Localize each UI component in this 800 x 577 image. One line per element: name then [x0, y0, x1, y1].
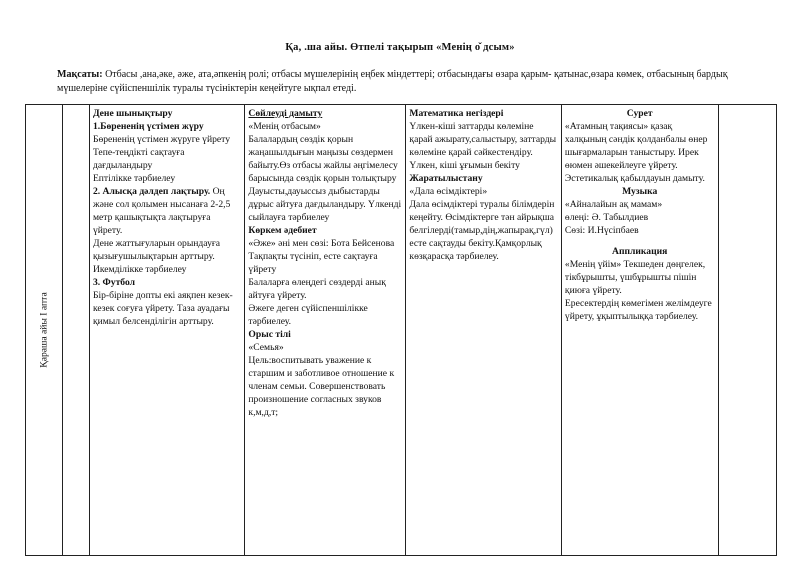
paragraph-text: «Менің отбасым» — [248, 121, 321, 132]
row-label: Қараша айы І апта — [38, 292, 50, 368]
cell-paragraph — [248, 120, 402, 133]
table-row — [26, 105, 777, 556]
cell-paragraph — [93, 276, 241, 289]
cell-paragraph — [248, 341, 402, 354]
paragraph-text: Әжеге деген сүйіспеншілікке тәрбиелеу. — [248, 303, 368, 327]
section-heading: 3. Футбол — [92, 277, 136, 288]
paragraph-text: Оң және сол қолымен нысанаға 2-2,5 метр қашықтықта лақтыруға үйрету. — [92, 186, 231, 236]
paragraph-text: Цель:воспитывать уважение к старшим и заботливое отношение к членам семьи. Совершенствовать произношение согласных звуков к,м,д,т; — [248, 355, 395, 418]
cell-paragraph — [248, 107, 402, 120]
cell-paragraph — [409, 120, 557, 172]
section-heading: Аппликация — [612, 246, 668, 257]
section-heading: Жаратылыстану — [409, 173, 483, 184]
paragraph-text: Үлкен-кіші заттарды көлеміне қарай ажырату,салыстыру, заттарды көлеміне қарай сәйкестендіру. Үлкен, кіші ұғымын бекіту — [409, 121, 557, 171]
section-heading: 2. Алысқа дәлдеп лақтыру. — [92, 186, 211, 197]
lesson-plan-table — [25, 104, 777, 556]
paragraph-text: «Менің үйім» Текшеден дөңгелек, тікбұрышты, үшбұрышты пішін қиюға үйрету. — [564, 259, 706, 296]
goal-text: Отбасы ,ана,әке, әже, ата,әпкенің ролі; отбасы мүшелерінің еңбек міндеттері; отбасындағы өзара қарым- қатынас,өзара көмек, отбасының бардық мүшелеріне сүйіспеншілік туралы түсініктерін кеңейтуге ықпал етеді. — [57, 69, 728, 94]
cell-paragraph — [248, 237, 402, 250]
cell-paragraph — [409, 198, 557, 263]
cell-paragraph — [248, 302, 402, 328]
column-speech-development — [245, 105, 406, 556]
cell-paragraph — [409, 172, 557, 185]
cell-paragraph — [565, 107, 715, 120]
cell-paragraph — [93, 172, 241, 185]
cell-paragraph — [93, 120, 241, 133]
paragraph-text: «Атамның тақиясы» қазақ халқының сәндік қолданбалы өнер шығармаларын таныстыру. Ирек өюмен әшекейлеуге үйрету. — [564, 121, 708, 171]
cell-paragraph — [565, 172, 715, 185]
empty-cell — [718, 105, 777, 556]
cell-paragraph — [248, 328, 402, 341]
column-physical-education — [89, 105, 244, 556]
cell-paragraph — [93, 107, 241, 120]
goal-paragraph — [57, 68, 757, 96]
cell-paragraph — [565, 211, 715, 224]
page-title: Қа, .ша айы. Өтпелі тақырып «Менің о̌ дсым» — [285, 42, 515, 53]
cell-paragraph — [248, 276, 402, 302]
cell-paragraph — [248, 224, 402, 237]
paragraph-text: Дене жаттығуларын орындауға қызығушылықтарын арттыру. Икемділікке тәрбиелеу — [92, 238, 221, 275]
paragraph-text: Дауысты,дауыссыз дыбыстарды дұрыс айтуға дағдыландыру. Үлкенді сыйлауға тәрбиелеу — [248, 186, 402, 223]
section-heading: Дене шынықтыру — [92, 108, 173, 119]
cell-paragraph — [248, 185, 402, 224]
paragraph-text: лікке тәрбиелеу — [110, 173, 176, 184]
paragraph-text: Сөзі: И.Нүсіпбаев — [564, 225, 639, 236]
cell-paragraph — [565, 258, 715, 297]
section-heading: Музыка — [622, 186, 658, 197]
section-heading: Сөйлеуді дамыту — [248, 108, 323, 119]
paragraph-text: өлеңі: Ә. Табылдиев — [564, 212, 649, 223]
paragraph-text: Епті — [92, 173, 111, 184]
column-math-science — [406, 105, 561, 556]
cell-paragraph — [93, 146, 241, 172]
section-heading: Орыс тілі — [248, 329, 291, 340]
paragraph-text: Эстетикалық қабылдауын дамыту. — [564, 173, 705, 184]
paragraph-text: Балаларға өлеңдегі сөздерді анық айтуға үйрету. — [248, 277, 386, 301]
cell-paragraph — [93, 237, 241, 276]
paragraph-text: Дала өсімдіктері туралы білімдерін кеңейту. Өсімдіктерге тән айрықша белгілерді(тамыр,дің,жапырақ,гүл) есте сақтауды бекіту.Қамқорлық көзқарасқа тәрбиелеу. — [409, 199, 555, 262]
cell-paragraph — [565, 198, 715, 211]
row-label-cell — [26, 105, 63, 556]
cell-paragraph — [93, 185, 241, 237]
cell-paragraph — [565, 237, 715, 245]
paragraph-text: Ересектердің көмегімен желімдеуге үйрету, ұқыптылыққа тәрбиелеу. — [564, 298, 712, 322]
cell-paragraph — [248, 133, 402, 185]
cell-paragraph — [93, 133, 241, 146]
section-heading: Көркем әдебиет — [248, 225, 317, 236]
cell-paragraph — [565, 245, 715, 258]
column-art-music — [561, 105, 718, 556]
cell-paragraph — [565, 120, 715, 172]
paragraph-text: «Айналайын ақ мамам» — [564, 199, 663, 210]
cell-paragraph — [409, 185, 557, 198]
cell-paragraph — [565, 297, 715, 323]
paragraph-text: Тепе-теңдікті сақтауға дағдыландыру — [92, 147, 185, 171]
cell-paragraph — [409, 107, 557, 120]
section-heading: Математика негіздері — [409, 108, 504, 119]
paragraph-text: Тақпақты түсініп, есте сақтауға үйрету — [248, 251, 378, 275]
empty-cell — [63, 105, 89, 556]
goal-label: Мақсаты: — [57, 69, 103, 80]
paragraph-text: «Дала өсімдіктері» — [409, 186, 488, 197]
paragraph-text: «Семья» — [248, 342, 284, 353]
cell-paragraph — [565, 224, 715, 237]
cell-paragraph — [248, 354, 402, 419]
paragraph-text: Бөрененің үстімен жүруге үйрету — [92, 134, 231, 145]
cell-paragraph — [93, 289, 241, 328]
section-heading: Сурет — [626, 108, 653, 119]
cell-paragraph — [565, 185, 715, 198]
paragraph-text: «Әже» әні мен сөзі: Бота Бейсенова — [248, 238, 395, 249]
cell-paragraph — [248, 250, 402, 276]
paragraph-text: Бір-біріне допты екі аяқпен кезек-кезек соғуға үйрету. Таза ауадағы қимыл белсенділігін арттыру. — [92, 290, 233, 327]
section-heading: 1.Бөрененің үстімен жүру — [92, 121, 204, 132]
paragraph-text: Балалардың сөздік қорын жаңашылдығын маңызы сөздермен байыту.Өз отбасы жайлы әңгімелесу барысында сөздік қорын толықтыру — [248, 134, 398, 184]
